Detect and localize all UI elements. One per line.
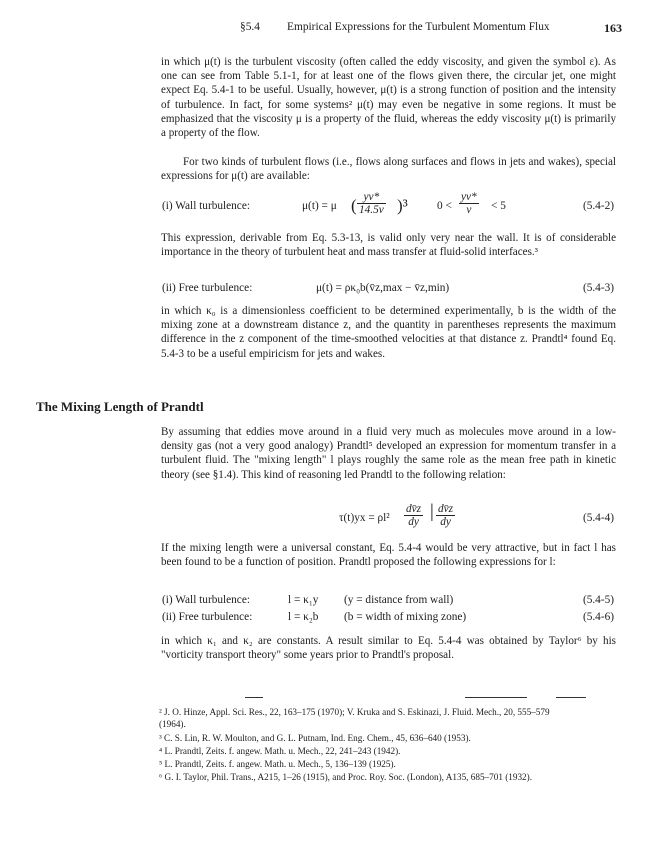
equation-expression: l = κ₁y bbox=[288, 594, 319, 606]
footnote-rule-mid bbox=[465, 697, 527, 698]
equation-label: (i) Wall turbulence: bbox=[162, 200, 250, 212]
condition-denominator: ν bbox=[466, 204, 472, 216]
footnote-rule-left bbox=[245, 697, 263, 698]
header-title: Empirical Expressions for the Turbulent Momentum Flux bbox=[287, 21, 550, 33]
equation-5-4-6 bbox=[161, 611, 616, 628]
abs-bar: | bbox=[430, 501, 434, 522]
paragraph-dimensionless: in which κ₀ is a dimensionless coefficient to be determined experimentally, b is the width of the mixing zone at a downstream distance z, and the quantity in parentheses represents the maximum difference in the z component of the time-smoothed velocities at that distance z. Prandtl⁴ found Eq. 5.4-3 to be a useful empiricism for jets and wakes. bbox=[161, 305, 616, 360]
equation-5-4-3 bbox=[161, 282, 616, 299]
paragraph-assuming-eddies: By assuming that eddies move around in a fluid very much as molecules move around in a low-density gas (not a very good analogy) Prandtl⁵ developed an expression for momentum transfer in a turbulent fluid. The "mixing length" l plays roughly the same role as the mean free path in kinetic theory (see §1.4). This kind of reasoning led Prandtl to the following relation: bbox=[161, 426, 616, 481]
condition-tail: < 5 bbox=[491, 200, 506, 212]
equation-number: (5.4-2) bbox=[582, 200, 614, 212]
paragraph-mixing-length-constant: If the mixing length were a universal constant, Eq. 5.4-4 would be very attractive, but in fact l has been found to be a function of position. Prandtl proposed the following expressions for l: bbox=[161, 542, 616, 569]
equation-condition: (y = distance from wall) bbox=[344, 594, 454, 606]
equation-label: (ii) Free turbulence: bbox=[162, 282, 253, 294]
paragraph-kappa-constants: in which κ₁ and κ₂ are constants. A result similar to Eq. 5.4-4 was obtained by Taylor⁶ by his "vorticity transport theory" some years prior to Prandtl's proposal. bbox=[161, 635, 616, 662]
page-number: 163 bbox=[604, 21, 622, 35]
equation-expression: l = κ₂b bbox=[288, 611, 319, 623]
equation-number: (5.4-4) bbox=[582, 512, 614, 524]
fraction-numerator: yv* bbox=[357, 191, 386, 204]
footnote-rule-right bbox=[556, 697, 586, 698]
equation-label: (i) Wall turbulence: bbox=[162, 594, 250, 606]
condition-numerator: yv* bbox=[461, 191, 477, 203]
fraction-1-denominator: dy bbox=[408, 516, 419, 528]
open-paren: ( bbox=[351, 196, 357, 215]
footnote-4: ⁴ L. Prandtl, Zeits. f. angew. Math. u. Mech., 22, 241–243 (1942). bbox=[159, 746, 401, 756]
equation-5-4-5 bbox=[161, 594, 616, 611]
equation-number: (5.4-5) bbox=[582, 594, 614, 606]
footnote-6: ⁶ G. I. Taylor, Phil. Trans., A215, 1–26 (1915), and Proc. Roy. Soc. (London), A135, 685–701 (1932). bbox=[159, 772, 532, 782]
equation-label: (ii) Free turbulence: bbox=[162, 611, 253, 623]
footnote-3: ³ C. S. Lin, R. W. Moulton, and G. L. Putnam, Ind. Eng. Chem., 45, 636–640 (1953). bbox=[159, 733, 471, 743]
fraction-2-numerator: dv̄z bbox=[438, 503, 454, 515]
equation-5-4-2 bbox=[161, 191, 616, 217]
equation-5-4-4 bbox=[161, 501, 616, 529]
equation-number: (5.4-3) bbox=[582, 282, 614, 294]
equation-number: (5.4-6) bbox=[582, 611, 614, 623]
section-heading: The Mixing Length of Prandtl bbox=[36, 399, 204, 414]
fraction-1-numerator: dv̄z bbox=[406, 503, 422, 515]
paragraph-turbulent-viscosity: in which μ(t) is the turbulent viscosity (often called the eddy viscosity, and given the symbol ε). As one can see from Table 5.1-1, for at least one of the flows given there, the circular jet, one might expect Eq. 5.4-1 to be useful. Usually, however, μ(t) is a strong function of position and the intensity of turbulence. In fact, for some systems² μ(t) may even be negative in some regions. It must be emphasized that the viscosity μ is a property of the fluid, whereas the eddy viscosity μ(t) is primarily a property of the flow. bbox=[161, 56, 616, 140]
equation-lhs: τ(t)yx = ρl² bbox=[339, 512, 390, 524]
fraction-denominator: 14.5ν bbox=[359, 204, 384, 216]
footnote-2: ² J. O. Hinze, Appl. Sci. Res., 22, 163–175 (1970); V. Kruka and S. Eskinazi, J. Fluid. Mech., 20, 555–579 bbox=[159, 707, 550, 717]
equation-condition: (b = width of mixing zone) bbox=[344, 611, 467, 623]
fraction-2-denominator: dy bbox=[440, 516, 451, 528]
equation-lhs: μ(t) = μ bbox=[302, 200, 337, 212]
paragraph-two-kinds: For two kinds of turbulent flows (i.e., flows along surfaces and flows in jets and wakes), special expressions for μ(t) are available: bbox=[161, 156, 616, 183]
close-paren: )³ bbox=[397, 196, 408, 215]
condition-lead: 0 < bbox=[437, 200, 452, 212]
footnote-2-cont: (1964). bbox=[159, 719, 186, 729]
equation-expression: μ(t) = ρκ₀b(v̄z,max − v̄z,min) bbox=[316, 282, 450, 294]
footnote-5: ⁵ L. Prandtl, Zeits. f. angew. Math. u. Mech., 5, 136–139 (1925). bbox=[159, 759, 396, 769]
paragraph-derivable: This expression, derivable from Eq. 5.3-13, is valid only very near the wall. It is of considerable importance in the theory of turbulent heat and mass transfer at fluid-solid interfaces.³ bbox=[161, 232, 616, 259]
header-section: §5.4 bbox=[240, 21, 260, 33]
